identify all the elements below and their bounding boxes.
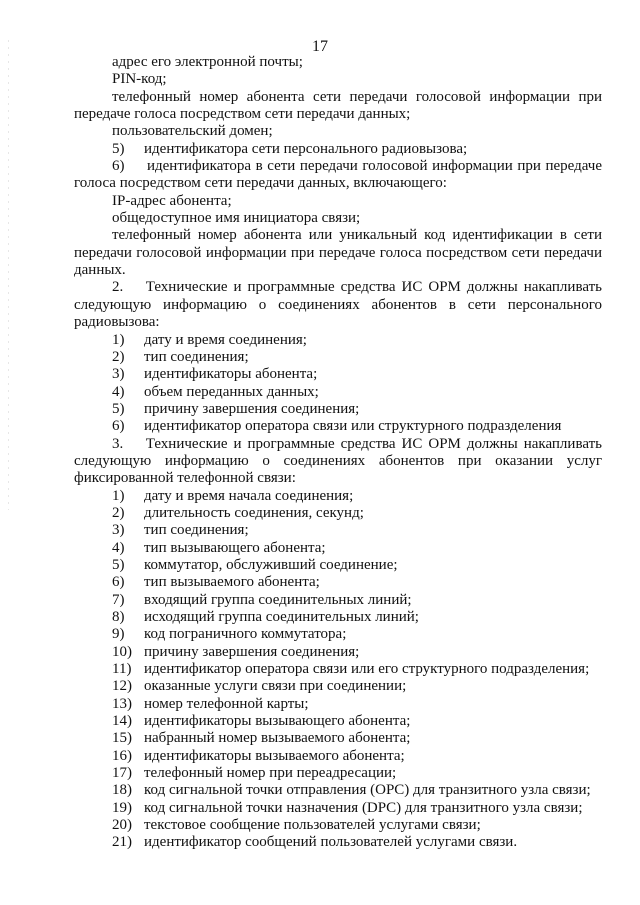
list-item-number: 7) <box>112 591 125 608</box>
list-item <box>74 713 602 730</box>
list-item-text: причину завершения соединения; <box>144 643 360 660</box>
list-item-number: 15) <box>112 730 132 747</box>
list-item-number: 19) <box>112 799 132 816</box>
list-item-number: 17) <box>112 765 132 782</box>
list-item <box>74 349 602 366</box>
list-item <box>74 661 602 678</box>
list-item-text: дату и время начала соединения; <box>144 487 354 504</box>
list-item-text: входящий группа соединительных линий; <box>144 591 412 608</box>
list-item-text: тип вызываемого абонента; <box>144 574 320 591</box>
list-item <box>74 626 602 643</box>
list-item-text: длительность соединения, секунд; <box>144 504 364 521</box>
paragraph: адрес его электронной почты; <box>112 54 303 70</box>
list-item-text: идентификаторы вызываемого абонента; <box>144 747 405 764</box>
list-item-number: 3) <box>112 366 125 383</box>
list-item-number: 1) <box>112 331 125 348</box>
list-item <box>74 765 602 782</box>
list-item <box>74 678 602 695</box>
list-item <box>74 574 602 591</box>
list-item-text: идентификатора сети персонального радиовызова; <box>144 140 468 157</box>
list-item-text: набранный номер вызываемого абонента; <box>144 730 411 747</box>
list-item-text: объем переданных данных; <box>144 383 319 400</box>
list-item-text: код сигнальной точки назначения (DPC) для транзитного узла связи; <box>144 799 583 816</box>
list-item <box>74 696 602 713</box>
paragraph: PIN-код; <box>112 71 167 88</box>
list-item <box>74 817 602 834</box>
list-item-number: 6) <box>112 574 125 591</box>
list-item-number: 20) <box>112 817 132 834</box>
list-item-number: 4) <box>112 383 125 400</box>
list-item-number: 5) <box>112 556 125 573</box>
list-item <box>74 505 602 522</box>
list-item <box>74 540 602 557</box>
list-item-number: 9) <box>112 626 125 643</box>
paragraph: 6) идентификатора в сети передачи голосовой информации при передаче голоса посредством сети передачи данных, включающего: <box>74 158 602 192</box>
list-item-text: телефонный номер при переадресации; <box>144 765 397 782</box>
list-item-text: идентификаторы абонента; <box>144 366 318 383</box>
scan-margin-mark <box>8 40 9 510</box>
list-item <box>74 800 602 817</box>
page-number: 17 <box>312 38 328 55</box>
paragraph: 2. Технические и программные средства ИС ОРМ должны накапливать следующую информацию о соединениях абонентов в сети персонального радиовызова: <box>74 279 602 331</box>
list-item-number: 14) <box>112 713 132 730</box>
list-item-number: 5) <box>112 140 125 157</box>
list-item-text: идентификатор оператора связи или структурного подразделения <box>144 418 562 435</box>
list-item-number: 2) <box>112 348 125 365</box>
list-item <box>74 401 602 418</box>
paragraph: 3. Технические и программные средства ИС ОРМ должны накапливать следующую информацию о соединениях абонентов при оказании услуг фиксированной телефонной связи: <box>74 435 602 487</box>
list-item <box>74 141 602 158</box>
list-item-text: тип соединения; <box>144 522 249 539</box>
list-item-number: 10) <box>112 643 132 660</box>
list-item <box>74 609 602 626</box>
paragraph: телефонный номер абонента или уникальный код идентификации в сети передачи голосовой информации при передаче голоса посредством сети передачи данных. <box>74 227 602 279</box>
list-item-number: 8) <box>112 609 125 625</box>
list-item <box>74 748 602 765</box>
list-item-text: код сигнальной точки отправления (OPC) для транзитного узла связи; <box>144 782 591 799</box>
list-item-text: идентификаторы вызывающего абонента; <box>144 713 411 730</box>
list-item-number: 13) <box>112 695 132 712</box>
paragraph: общедоступное имя инициатора связи; <box>112 210 361 227</box>
list-item-text: дату и время соединения; <box>144 331 307 348</box>
list-item-text: тип соединения; <box>144 348 249 365</box>
list-item-text: исходящий группа соединительных линий; <box>144 609 419 625</box>
list-item-number: 1) <box>112 487 125 504</box>
paragraph: IP-адрес абонента; <box>112 192 232 209</box>
list-item-number: 21) <box>112 834 132 851</box>
paragraph: пользовательский домен; <box>112 123 273 140</box>
list-item-number: 16) <box>112 747 132 764</box>
list-item <box>74 782 602 799</box>
list-item <box>74 557 602 574</box>
list-item-text: причину завершения соединения; <box>144 400 360 417</box>
list-item-number: 5) <box>112 400 125 417</box>
list-item-text: идентификатор оператора связи или его структурного подразделения; <box>144 661 590 678</box>
list-item <box>74 834 602 851</box>
list-item <box>74 366 602 383</box>
list-item <box>74 332 602 349</box>
list-item-text: идентификатор сообщений пользователей услугами связи. <box>144 834 518 851</box>
list-item-number: 18) <box>112 782 132 799</box>
list-item-number: 4) <box>112 539 125 556</box>
list-item <box>74 418 602 435</box>
list-item-text: номер телефонной карты; <box>144 695 309 712</box>
list-item-number: 12) <box>112 678 132 695</box>
list-item <box>74 522 602 539</box>
paragraph: телефонный номер абонента сети передачи голосовой информации при передаче голоса посредством сети передачи данных; <box>74 88 602 123</box>
list-item-text: коммутатор, обслуживший соединение; <box>144 556 398 573</box>
list-item-number: 11) <box>112 661 132 678</box>
list-item-number: 2) <box>112 504 125 521</box>
list-item <box>74 592 602 609</box>
list-item-text: код пограничного коммутатора; <box>144 626 347 643</box>
list-item-number: 3) <box>112 522 125 539</box>
list-item <box>74 384 602 401</box>
list-item <box>74 488 602 505</box>
list-item-text: оказанные услуги связи при соединении; <box>144 678 407 695</box>
list-item-text: текстовое сообщение пользователей услугами связи; <box>144 817 481 834</box>
document-body <box>74 54 602 852</box>
list-item-text: тип вызывающего абонента; <box>144 539 326 556</box>
list-item <box>74 644 602 661</box>
list-item <box>74 730 602 747</box>
list-item-number: 6) <box>112 418 125 435</box>
